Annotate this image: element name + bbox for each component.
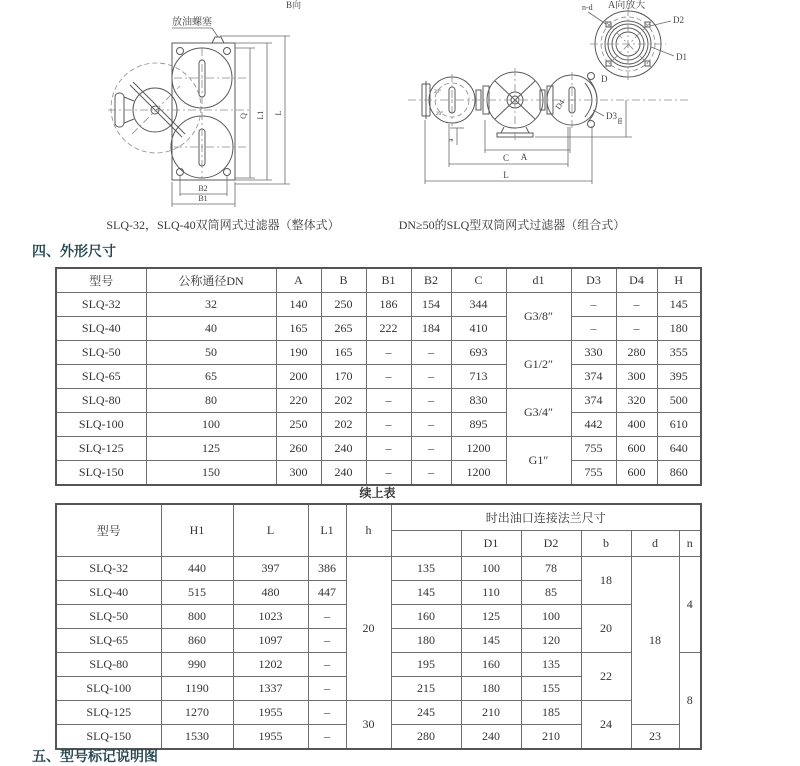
- table-cell: 860: [657, 461, 701, 486]
- table-row: [56, 437, 701, 461]
- table-cell: 20: [346, 557, 391, 701]
- table-cell: –: [411, 413, 451, 437]
- table-header-row: [56, 268, 701, 293]
- table-cell: 755: [571, 437, 616, 461]
- table-cell: 1097: [233, 629, 308, 653]
- table-cell: 1200: [451, 437, 506, 461]
- table-cell: 120: [521, 629, 581, 653]
- table-cell: 410: [451, 317, 506, 341]
- col-header: h: [346, 504, 391, 557]
- bolt-count-label: n-d: [582, 3, 593, 12]
- table-row: [56, 701, 701, 725]
- table-cell: 210: [461, 701, 521, 725]
- table-row: [56, 293, 701, 317]
- table-cell: –: [411, 365, 451, 389]
- table-cell: 860: [161, 629, 233, 653]
- table-cell: SLQ-32: [56, 557, 161, 581]
- table-cell: 180: [461, 677, 521, 701]
- dim-b2-label: B2: [198, 184, 208, 193]
- table-cell: –: [308, 701, 346, 725]
- table-cell: 895: [451, 413, 506, 437]
- col-header: 型号: [56, 268, 146, 293]
- dim-C-label: C: [502, 153, 510, 163]
- table-cell: 22: [581, 653, 631, 701]
- table-cell: SLQ-40: [56, 317, 146, 341]
- table-cell: 145: [391, 581, 461, 605]
- table-cell: 1337: [233, 677, 308, 701]
- table-cell: 186: [366, 293, 411, 317]
- table-cell: 250: [276, 413, 321, 437]
- col-header: H1: [161, 504, 233, 557]
- table-cell: G1/2″: [506, 341, 571, 389]
- table-cell: SLQ-80: [56, 653, 161, 677]
- caption-combination-type: DN≥50的SLQ型双筒网式过滤器（组合式）: [398, 218, 626, 232]
- table-cell: 280: [616, 341, 657, 365]
- table-cell: SLQ-125: [56, 701, 161, 725]
- table-cell: 78: [521, 557, 581, 581]
- table-cell: SLQ-65: [56, 365, 146, 389]
- col-header: [391, 531, 461, 557]
- table-cell: G1″: [506, 437, 571, 486]
- table-cell: 190: [276, 341, 321, 365]
- col-header: B2: [411, 268, 451, 293]
- table-cell: 300: [276, 461, 321, 486]
- dim-b1-label: B1: [198, 194, 208, 203]
- table-cell: 8: [679, 653, 701, 750]
- table-cell: 160: [461, 653, 521, 677]
- dimensions-table: [55, 267, 702, 486]
- table-row: [56, 413, 701, 437]
- table-cell: 250: [321, 293, 366, 317]
- dim-l1-label: L1: [256, 110, 265, 120]
- table-cell: SLQ-150: [56, 461, 146, 486]
- table-cell: –: [366, 341, 411, 365]
- table-cell: 160: [391, 605, 461, 629]
- table-cell: 100: [521, 605, 581, 629]
- col-header: D3: [571, 268, 616, 293]
- table-cell: 397: [233, 557, 308, 581]
- section-heading-next: 五、型号标记说明图: [32, 748, 158, 764]
- col-header: L1: [308, 504, 346, 557]
- table-cell: 202: [321, 389, 366, 413]
- table-row: [56, 461, 701, 486]
- table-cell: 125: [146, 437, 276, 461]
- table-cell: 135: [521, 653, 581, 677]
- table-cell: 220: [276, 389, 321, 413]
- table-cell: –: [571, 293, 616, 317]
- table-cell: 600: [616, 437, 657, 461]
- col-header: B1: [366, 268, 411, 293]
- table-cell: 20: [581, 605, 631, 653]
- table-cell: 240: [461, 725, 521, 750]
- table-cell: 140: [276, 293, 321, 317]
- table-cell: –: [411, 461, 451, 486]
- table-cell: 386: [308, 557, 346, 581]
- table-cell: 640: [657, 437, 701, 461]
- dim-d-label: D: [601, 74, 608, 84]
- table-cell: SLQ-80: [56, 389, 146, 413]
- table-cell: –: [616, 293, 657, 317]
- group-header-flange-dims: 时出油口连接法兰尺寸: [391, 504, 701, 531]
- col-header: D2: [521, 531, 581, 557]
- table-cell: –: [366, 461, 411, 486]
- table-cell: 145: [461, 629, 521, 653]
- table-cell: 600: [616, 461, 657, 486]
- table-cell: –: [411, 341, 451, 365]
- table-cell: 85: [521, 581, 581, 605]
- table-row: [56, 389, 701, 413]
- table-cell: SLQ-65: [56, 629, 161, 653]
- table-cell: –: [366, 437, 411, 461]
- table-cell: 24: [581, 701, 631, 750]
- table-cell: 154: [411, 293, 451, 317]
- col-header: d: [631, 531, 679, 557]
- table-cell: –: [366, 365, 411, 389]
- table-cell: 330: [571, 341, 616, 365]
- table-cell: 110: [461, 581, 521, 605]
- dim-A-label: A: [520, 152, 528, 162]
- table-cell: –: [308, 725, 346, 750]
- table-cell: 280: [391, 725, 461, 750]
- col-header: H: [657, 268, 701, 293]
- table-cell: 1530: [161, 725, 233, 750]
- table-cell: –: [616, 317, 657, 341]
- table-cell: G3/8″: [506, 293, 571, 341]
- table-cell: 500: [657, 389, 701, 413]
- dim-m-label: m: [615, 117, 624, 125]
- table-cell: 202: [321, 413, 366, 437]
- table-cell: 260: [276, 437, 321, 461]
- col-header: n: [679, 531, 701, 557]
- table-cell: 265: [321, 317, 366, 341]
- table-cell: –: [411, 437, 451, 461]
- table-cell: 1190: [161, 677, 233, 701]
- table-cell: 830: [451, 389, 506, 413]
- table-cell: 145: [657, 293, 701, 317]
- angle-label-top: 20°: [434, 90, 441, 95]
- continued-dimensions-table: [55, 503, 702, 750]
- table-header-row: [56, 504, 701, 531]
- table-cell: 300: [616, 365, 657, 389]
- combination-filter-drawing: [400, 0, 800, 200]
- continued-table-label: 续上表: [359, 486, 396, 500]
- dim-a-small-label: a: [447, 138, 455, 142]
- table-cell: 240: [321, 437, 366, 461]
- table-cell: 40: [146, 317, 276, 341]
- table-cell: 1202: [233, 653, 308, 677]
- section-heading-dimensions: 四、外形尺寸: [32, 243, 116, 259]
- table-cell: 447: [308, 581, 346, 605]
- table-cell: 610: [657, 413, 701, 437]
- col-header: 公称通径DN: [146, 268, 276, 293]
- dim-d1-label: D1: [676, 52, 687, 62]
- table-cell: 155: [521, 677, 581, 701]
- table-cell: –: [308, 605, 346, 629]
- table-cell: 374: [571, 389, 616, 413]
- table-cell: 100: [461, 557, 521, 581]
- table-cell: 184: [411, 317, 451, 341]
- table-cell: SLQ-32: [56, 293, 146, 317]
- table-cell: –: [571, 317, 616, 341]
- integral-filter-drawing: [88, 0, 358, 215]
- table-cell: 1955: [233, 725, 308, 750]
- table-cell: 755: [571, 461, 616, 486]
- table-cell: 65: [146, 365, 276, 389]
- col-header: B: [321, 268, 366, 293]
- table-cell: 374: [571, 365, 616, 389]
- dim-d3-label: D3: [606, 111, 617, 121]
- col-header: A: [276, 268, 321, 293]
- table-row: [56, 317, 701, 341]
- table-row: [56, 341, 701, 365]
- table-cell: 355: [657, 341, 701, 365]
- detail-view-title: A向放大: [608, 0, 646, 11]
- table-cell: 990: [161, 653, 233, 677]
- table-cell: 480: [233, 581, 308, 605]
- caption-integral-type: SLQ-32，SLQ-40双筒网式过滤器（整体式）: [106, 218, 340, 232]
- col-header: d1: [506, 268, 571, 293]
- table-cell: G3/4″: [506, 389, 571, 437]
- table-cell: 185: [521, 701, 581, 725]
- table-cell: SLQ-100: [56, 413, 146, 437]
- table-cell: 100: [146, 413, 276, 437]
- drain-plug-callout: 放油螺塞: [172, 17, 212, 28]
- table-cell: 180: [391, 629, 461, 653]
- table-cell: 180: [657, 317, 701, 341]
- view-b-label: B向: [286, 0, 302, 10]
- table-cell: SLQ-125: [56, 437, 146, 461]
- table-cell: 1023: [233, 605, 308, 629]
- col-header: D1: [461, 531, 521, 557]
- table-cell: 4: [679, 557, 701, 653]
- table-cell: 23: [631, 725, 679, 750]
- table-cell: 1955: [233, 701, 308, 725]
- table-cell: 440: [161, 557, 233, 581]
- table-cell: –: [366, 389, 411, 413]
- table-cell: 215: [391, 677, 461, 701]
- table-cell: 50: [146, 341, 276, 365]
- table-cell: 80: [146, 389, 276, 413]
- table-cell: 125: [461, 605, 521, 629]
- table-cell: 344: [451, 293, 506, 317]
- table-cell: 245: [391, 701, 461, 725]
- table-cell: 222: [366, 317, 411, 341]
- table-cell: 320: [616, 389, 657, 413]
- table-cell: SLQ-40: [56, 581, 161, 605]
- table-cell: 32: [146, 293, 276, 317]
- table-cell: 240: [321, 461, 366, 486]
- table-cell: 210: [521, 725, 581, 750]
- table-cell: 165: [276, 317, 321, 341]
- col-header: C: [451, 268, 506, 293]
- table-cell: –: [366, 413, 411, 437]
- table-cell: 18: [581, 557, 631, 605]
- table-cell: 170: [321, 365, 366, 389]
- table-cell: 800: [161, 605, 233, 629]
- col-header: 型号: [56, 504, 161, 557]
- table-cell: 713: [451, 365, 506, 389]
- table-cell: 135: [391, 557, 461, 581]
- col-header: D4: [616, 268, 657, 293]
- table-cell: 693: [451, 341, 506, 365]
- dim-L-label: L: [503, 170, 509, 180]
- dim-d4-label: D4: [553, 97, 567, 112]
- col-header: b: [581, 531, 631, 557]
- table-cell: 195: [391, 653, 461, 677]
- table-cell: –: [411, 389, 451, 413]
- table-row: [56, 557, 701, 581]
- table-cell: 515: [161, 581, 233, 605]
- angle-label-bottom: 20°: [436, 112, 443, 117]
- col-header: L: [233, 504, 308, 557]
- table-cell: 1200: [451, 461, 506, 486]
- table-cell: 200: [276, 365, 321, 389]
- table-cell: 30: [346, 701, 391, 750]
- filter-body-outline: [172, 43, 235, 180]
- table-cell: 18: [631, 557, 679, 725]
- table-cell: SLQ-150: [56, 725, 161, 750]
- table-cell: 1270: [161, 701, 233, 725]
- table-cell: SLQ-50: [56, 605, 161, 629]
- dim-l-label: L: [274, 110, 283, 116]
- dim-d2-label: D2: [673, 15, 684, 25]
- table-cell: 400: [616, 413, 657, 437]
- table-cell: –: [308, 653, 346, 677]
- table-cell: SLQ-100: [56, 677, 161, 701]
- table-cell: SLQ-50: [56, 341, 146, 365]
- table-cell: –: [308, 677, 346, 701]
- table-cell: 395: [657, 365, 701, 389]
- table-cell: 150: [146, 461, 276, 486]
- table-row: [56, 365, 701, 389]
- table-cell: –: [308, 629, 346, 653]
- table-cell: 165: [321, 341, 366, 365]
- table-cell: 442: [571, 413, 616, 437]
- dim-q-label: Q: [239, 113, 248, 119]
